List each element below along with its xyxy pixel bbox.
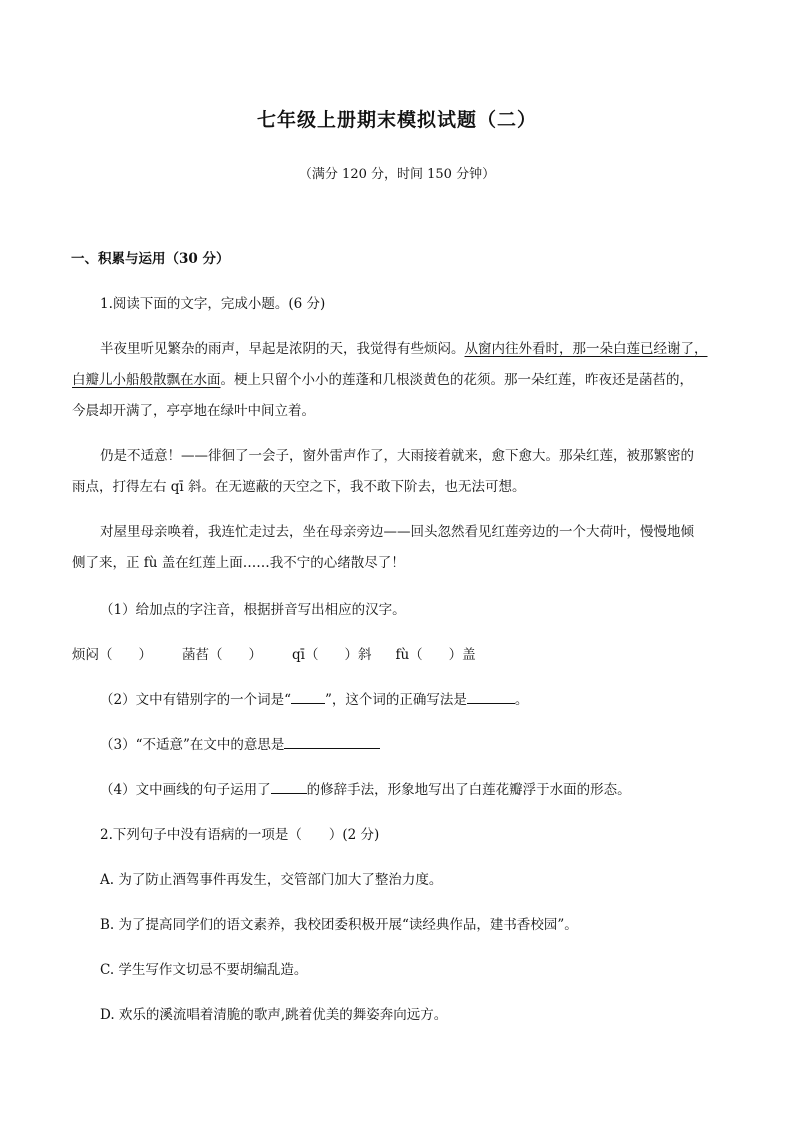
passage-text: 。梗上只留个小小的莲蓬和几根淡黄色的花须。那一朵红莲，昨夜还是菡萏的， (220, 372, 693, 388)
question-2-stem: 2.下列句子中没有语病的一项是（ ）(2 分) (100, 827, 380, 843)
passage-p2-line2: 雨点，打得左右 qī 斜。在无遮蔽的天空之下，我不敢下阶去，也无法可想。 (72, 479, 526, 495)
exam-score-time: （满分 120 分，时间 150 分钟） (298, 167, 496, 182)
option-c: C. 学生写作文切忌不要胡编乱造。 (100, 962, 308, 978)
option-a: A. 为了防止酒驾事件再发生，交管部门加大了整治力度。 (100, 872, 443, 888)
answer-blank[interactable] (291, 691, 325, 704)
pinyin-item: qī（ ）斜 (292, 647, 372, 663)
underlined-sentence: 白瓣儿小船般散飘在水面 (72, 372, 221, 388)
section-heading: 一、积累与运用（30 分） (71, 251, 230, 267)
pinyin-item: fù（ ）盖 (395, 647, 476, 663)
pinyin-row (72, 643, 742, 663)
answer-blank[interactable] (467, 691, 515, 704)
answer-blank[interactable] (271, 781, 307, 794)
question-1-stem: 1.阅读下面的文字，完成小题。(6 分) (100, 296, 326, 312)
page-title: 七年级上册期末模拟试题（二） (256, 109, 537, 131)
passage-p3-line2: 侧了来，正 fù 盖在红莲上面……我不宁的心绪散尽了！ (72, 555, 405, 571)
sub-question-3: （3）“不适意”在文中的意思是 (100, 733, 770, 753)
underlined-sentence: 从窗内往外看时，那一朵白莲已经谢了， (464, 341, 708, 357)
answer-blank[interactable] (284, 736, 380, 749)
option-b: B. 为了提高同学们的语文素养，我校团委积极开展“读经典作品，建书香校园”。 (100, 917, 578, 933)
passage-p1-line3: 今晨却开满了，亭亭地在绿叶中间立着。 (72, 403, 315, 419)
sub-question-4: （4）文中画线的句子运用了 的修辞手法，形象地写出了白莲花瓣浮于水面的形态。 (100, 782, 631, 798)
passage-text: 半夜里听见繁杂的雨声，早起是浓阴的天，我觉得有些烦闷。 (100, 341, 465, 357)
sub-question-2: （2）文中有错别字的一个词是“ ”，这个词的正确写法是 。 (100, 692, 529, 708)
sub-question-1: （1）给加点的字注音，根据拼音写出相应的汉字。 (100, 602, 406, 618)
passage-p2-line1: 仍是不适意！——徘徊了一会子，窗外雷声作了，大雨接着就来，愈下愈大。那朵红莲，被那繁密的 (100, 448, 694, 464)
passage-p1-line1 (100, 337, 770, 357)
option-d: D. 欢乐的溪流唱着清脆的歌声,跳着优美的舞姿奔向远方。 (100, 1007, 448, 1023)
passage-p3-line1: 对屋里母亲唤着，我连忙走过去，坐在母亲旁边——回头忽然看见红莲旁边的一个大荷叶，慢慢地倾 (100, 524, 694, 540)
pinyin-item: 菡萏（ ） (182, 647, 262, 663)
passage-p1-line2 (72, 368, 742, 388)
pinyin-item: 烦闷（ ） (72, 647, 152, 663)
